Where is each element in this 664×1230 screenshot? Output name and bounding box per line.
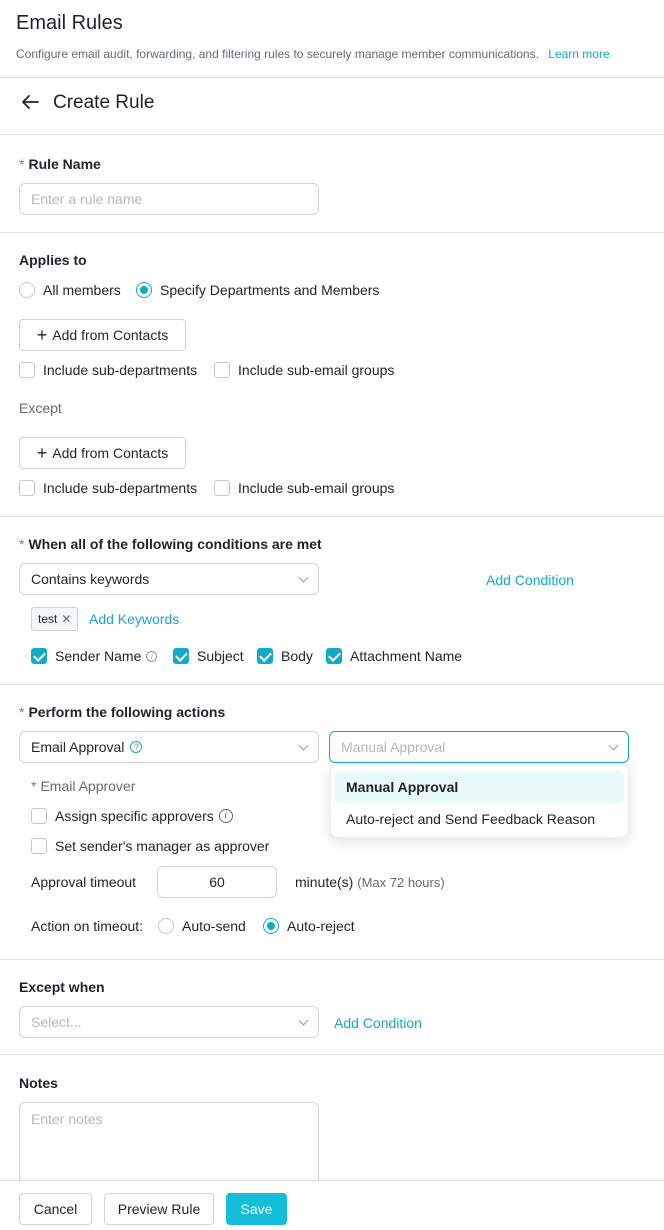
except-include-sub-email-groups-checkbox[interactable] xyxy=(214,480,394,496)
field-subject-checkbox[interactable] xyxy=(173,648,244,664)
radio-all-members[interactable] xyxy=(19,282,121,298)
checkbox[interactable] xyxy=(31,808,47,824)
include-sub-email-groups-checkbox[interactable] xyxy=(214,362,394,378)
keyword-tag-label: test xyxy=(38,612,58,626)
preview-rule-button[interactable]: Preview Rule xyxy=(104,1193,214,1225)
section-divider xyxy=(0,232,664,233)
plus-icon: + xyxy=(36,443,48,463)
section-divider xyxy=(0,684,664,685)
except-include-sub-email-groups-label: Include sub-email groups xyxy=(238,480,395,496)
save-button[interactable]: Save xyxy=(226,1193,287,1225)
checkbox-checked[interactable] xyxy=(257,648,273,664)
except-add-from-contacts-button[interactable] xyxy=(19,437,186,469)
field-body-checkbox[interactable] xyxy=(257,648,313,664)
except-when-label: Except when xyxy=(19,979,105,995)
checkbox[interactable] xyxy=(214,362,230,378)
subheader-divider xyxy=(0,134,664,135)
field-attachment-name-label: Attachment Name xyxy=(350,648,463,664)
radio-circle-selected[interactable] xyxy=(263,918,279,934)
action-select-value: Email Approval xyxy=(31,739,125,755)
info-icon: i xyxy=(219,809,233,823)
approval-type-placeholder: Manual Approval xyxy=(341,739,446,755)
back-arrow-icon[interactable] xyxy=(20,92,40,112)
field-body-label: Body xyxy=(281,648,313,664)
conditions-label xyxy=(19,536,322,552)
include-sub-departments-label: Include sub-departments xyxy=(43,362,198,378)
except-include-sub-departments-checkbox[interactable] xyxy=(19,480,197,496)
info-icon: i xyxy=(146,651,157,662)
checkbox[interactable] xyxy=(214,480,230,496)
approval-timeout-value: 60 xyxy=(209,874,225,890)
close-icon[interactable]: ✕ xyxy=(61,612,72,626)
approval-timeout-label: Approval timeout xyxy=(31,874,137,890)
required-mark: * xyxy=(19,704,25,720)
chevron-down-icon xyxy=(299,741,309,751)
except-when-select[interactable] xyxy=(19,1006,319,1038)
footer-bar xyxy=(0,1180,664,1230)
notes-placeholder: Enter notes xyxy=(31,1111,103,1127)
add-keywords-link[interactable]: Add Keywords xyxy=(89,611,180,627)
assign-specific-approvers-label: Assign specific approvers xyxy=(55,808,214,824)
action-select[interactable] xyxy=(19,731,319,763)
page-description xyxy=(16,47,610,61)
on-timeout-label: Action on timeout: xyxy=(31,918,144,934)
actions-label xyxy=(19,704,225,720)
radio-auto-send-label: Auto-send xyxy=(182,918,246,934)
field-sender-name-label: Sender Name xyxy=(55,648,142,664)
checkbox-checked[interactable] xyxy=(31,648,47,664)
radio-auto-send[interactable] xyxy=(158,918,246,934)
approval-type-select[interactable] xyxy=(329,731,629,763)
assign-specific-approvers-checkbox[interactable] xyxy=(31,808,233,824)
condition-select-value: Contains keywords xyxy=(31,571,150,587)
rule-name-input[interactable] xyxy=(19,183,319,215)
field-subject-label: Subject xyxy=(197,648,244,664)
rule-name-label xyxy=(19,156,101,172)
radio-all-members-label: All members xyxy=(43,282,121,298)
required-mark: * xyxy=(19,536,25,552)
add-from-contacts-label: Add from Contacts xyxy=(52,327,169,343)
header-divider xyxy=(0,77,664,78)
section-divider xyxy=(0,1054,664,1055)
conditions-label-text: When all of the following conditions are met xyxy=(28,536,322,552)
include-sub-email-groups-label: Include sub-email groups xyxy=(238,362,395,378)
checkbox[interactable] xyxy=(31,838,47,854)
checkbox-checked[interactable] xyxy=(326,648,342,664)
required-mark: * xyxy=(19,156,25,172)
except-label: Except xyxy=(19,400,62,416)
help-icon: ? xyxy=(130,741,142,753)
set-manager-approver-label: Set sender's manager as approver xyxy=(55,838,270,854)
dropdown-option-manual-approval[interactable]: Manual Approval xyxy=(335,771,624,803)
timeout-unit-text: minute(s) xyxy=(295,874,354,890)
cancel-button[interactable]: Cancel xyxy=(19,1193,92,1225)
notes-label: Notes xyxy=(19,1075,58,1091)
chevron-down-icon xyxy=(609,741,619,751)
include-sub-departments-checkbox[interactable] xyxy=(19,362,197,378)
section-divider xyxy=(0,959,664,960)
approval-timeout-input[interactable] xyxy=(157,866,277,898)
radio-specify-departments[interactable] xyxy=(136,282,379,298)
description-text: Configure email audit, forwarding, and filtering rules to securely manage member communications. xyxy=(16,47,539,61)
field-attachment-name-checkbox[interactable] xyxy=(326,648,462,664)
email-approver-label xyxy=(31,778,135,794)
learn-more-link[interactable]: Learn more xyxy=(548,47,610,61)
checkbox[interactable] xyxy=(19,362,35,378)
rule-name-label-text: Rule Name xyxy=(28,156,101,172)
timeout-unit xyxy=(295,874,445,890)
actions-label-text: Perform the following actions xyxy=(28,704,226,720)
except-include-sub-departments-label: Include sub-departments xyxy=(43,480,198,496)
checkbox[interactable] xyxy=(19,480,35,496)
create-rule-title: Create Rule xyxy=(53,92,155,113)
chevron-down-icon xyxy=(299,573,309,583)
radio-auto-reject-label: Auto-reject xyxy=(287,918,355,934)
condition-select[interactable] xyxy=(19,563,319,595)
set-manager-approver-checkbox[interactable] xyxy=(31,838,269,854)
required-mark: * xyxy=(31,778,37,794)
except-add-condition-link[interactable]: Add Condition xyxy=(334,1015,422,1031)
plus-icon: + xyxy=(36,325,48,345)
timeout-max-text: (Max 72 hours) xyxy=(357,875,445,890)
radio-circle-selected[interactable] xyxy=(136,282,152,298)
applies-to-label: Applies to xyxy=(19,252,87,268)
dropdown-option-auto-reject[interactable]: Auto-reject and Send Feedback Reason xyxy=(346,811,596,827)
checkbox-checked[interactable] xyxy=(173,648,189,664)
radio-specify-label: Specify Departments and Members xyxy=(160,282,380,298)
chevron-down-icon xyxy=(299,1016,309,1026)
radio-circle[interactable] xyxy=(158,918,174,934)
approval-type-dropdown xyxy=(330,764,629,838)
section-divider xyxy=(0,516,664,517)
add-from-contacts-button[interactable] xyxy=(19,319,186,351)
rule-name-placeholder: Enter a rule name xyxy=(31,191,143,207)
except-when-placeholder: Select... xyxy=(31,1014,82,1030)
field-sender-name-checkbox[interactable] xyxy=(31,648,157,664)
except-add-from-contacts-label: Add from Contacts xyxy=(52,445,169,461)
keyword-tag xyxy=(31,607,78,631)
email-approver-label-text: Email Approver xyxy=(40,778,136,794)
radio-auto-reject[interactable] xyxy=(263,918,355,934)
add-condition-link[interactable]: Add Condition xyxy=(486,572,574,588)
radio-circle[interactable] xyxy=(19,282,35,298)
page-title: Email Rules xyxy=(16,12,123,34)
